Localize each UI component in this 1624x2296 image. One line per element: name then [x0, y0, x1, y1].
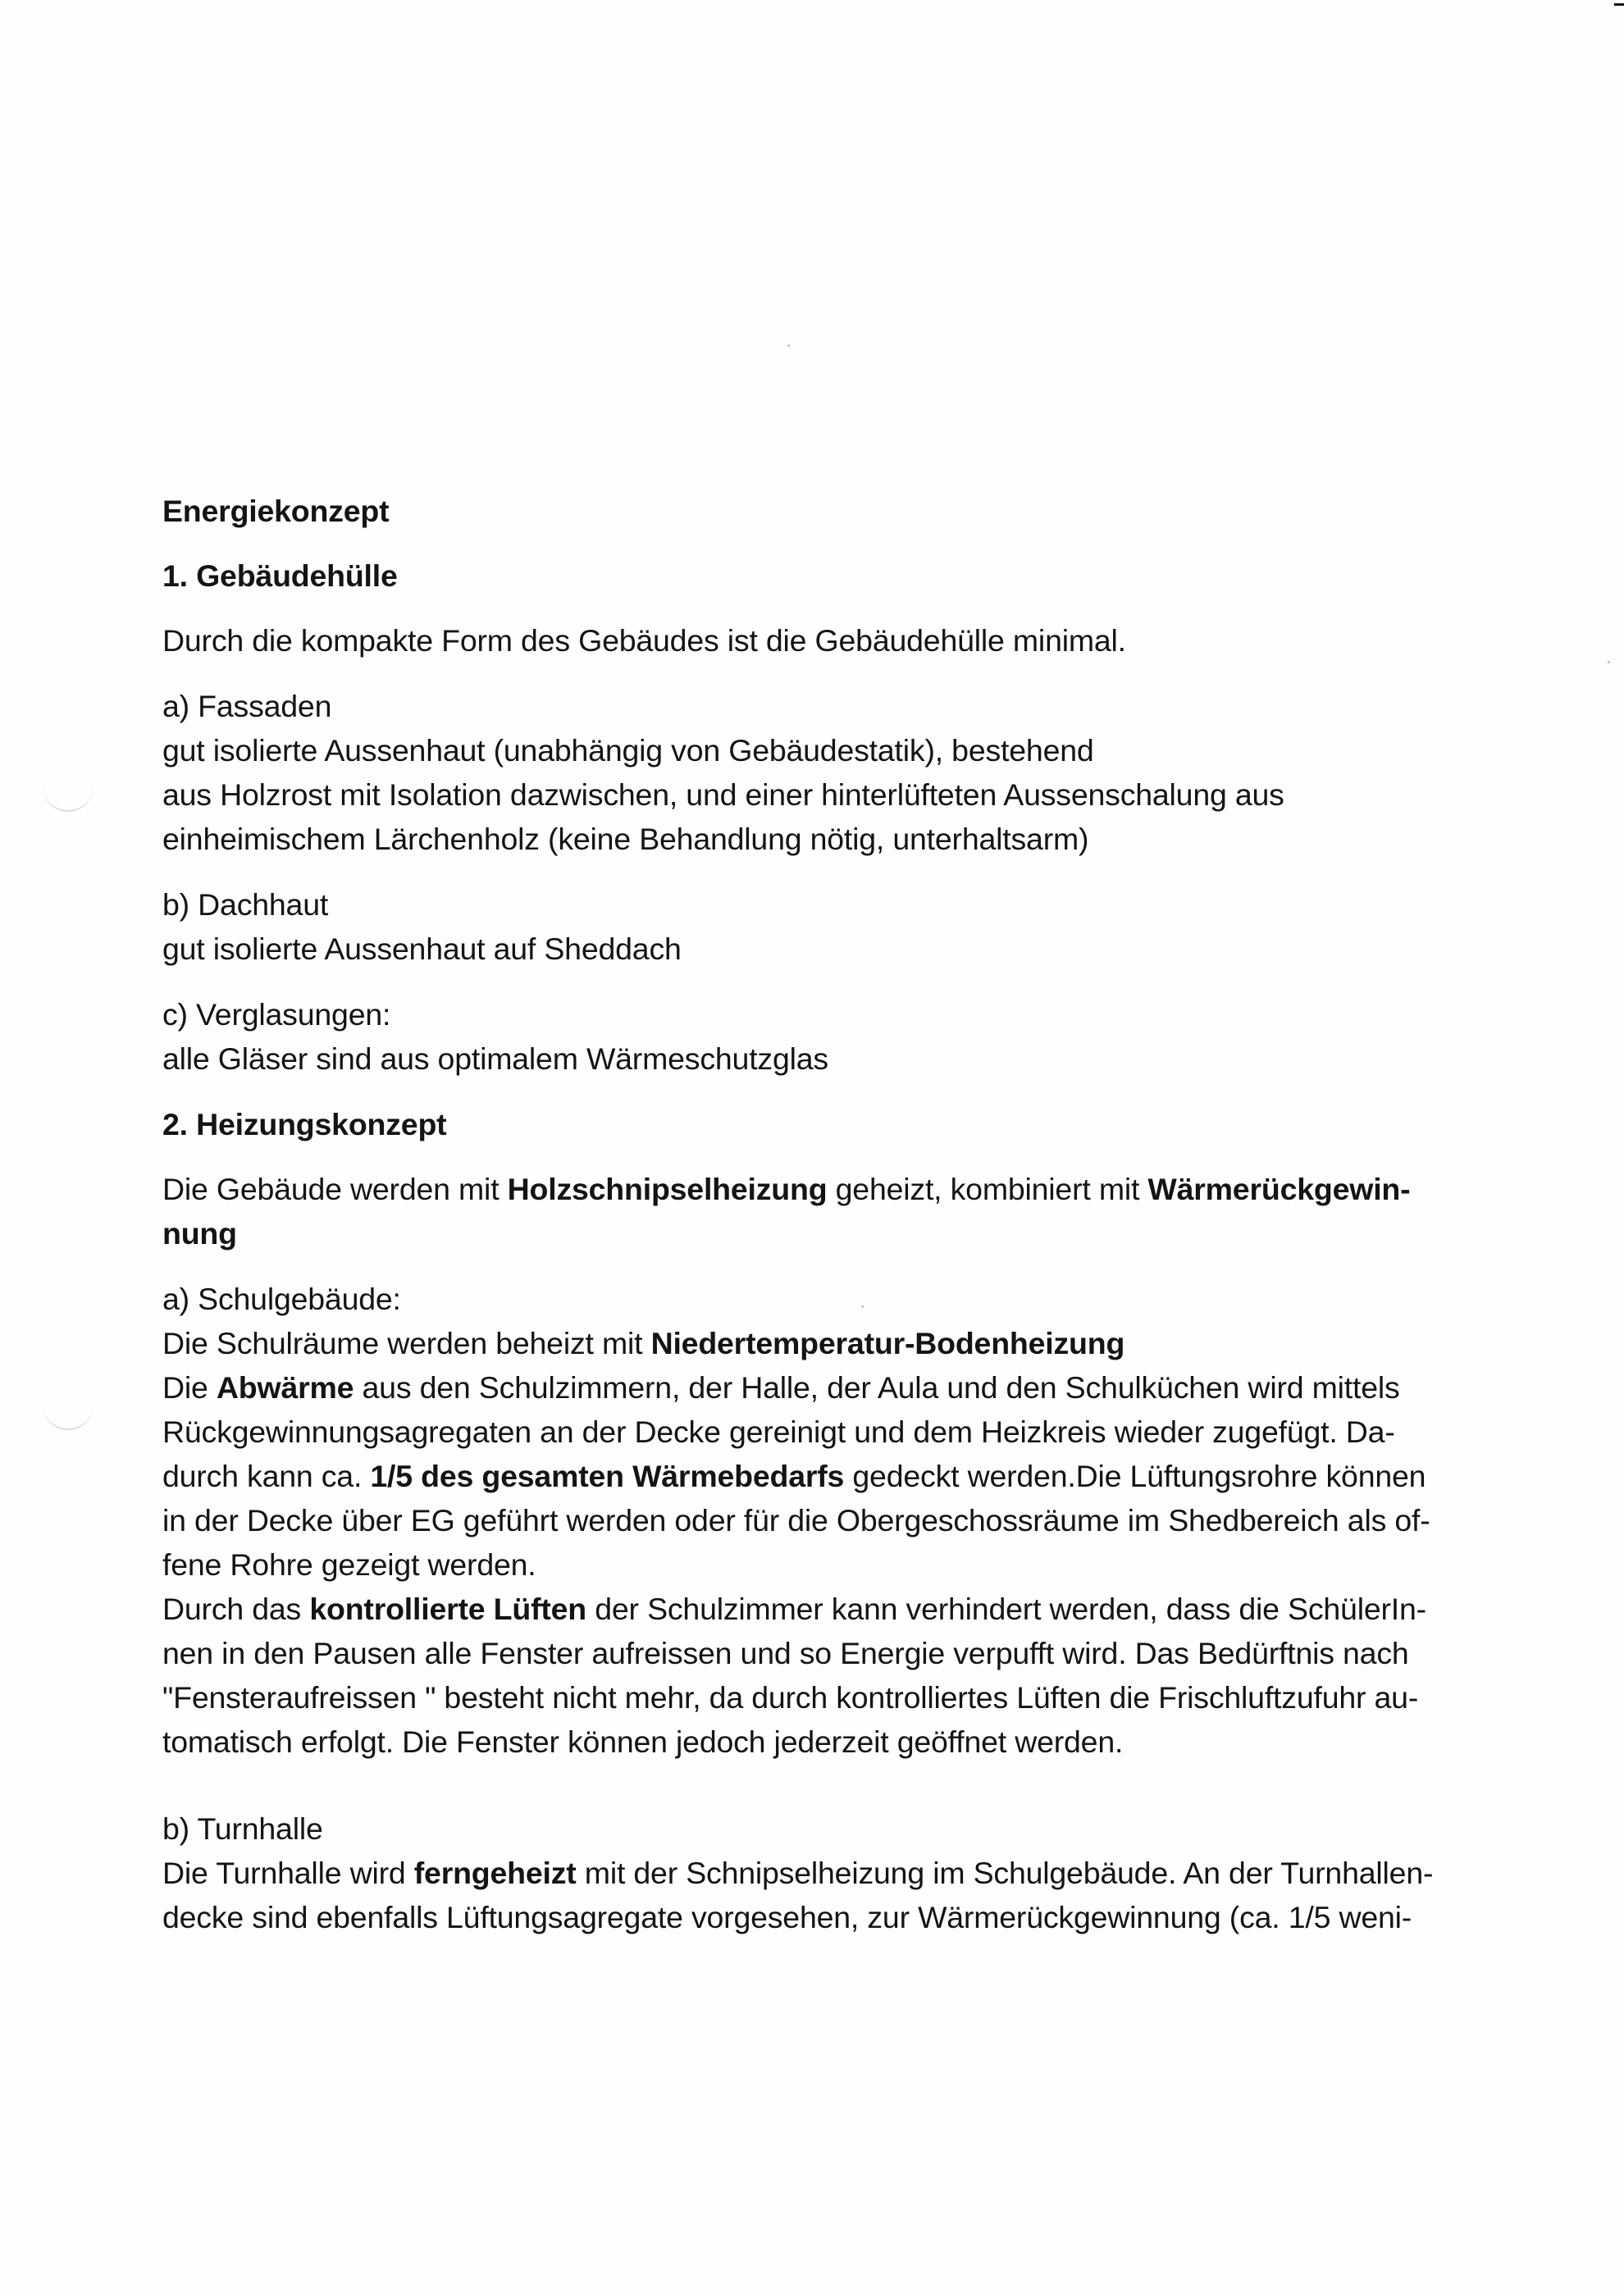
section-heading-gebaeudehuelle: 1. Gebäudehülle: [162, 558, 398, 593]
schulgebaeude-line-4: [162, 1454, 1524, 1498]
subsection-label-dachhaut: b) Dachhaut: [162, 887, 329, 922]
subsection-label-turnhalle: b) Turnhalle: [162, 1811, 323, 1846]
section2-intro-line-1: [162, 1167, 1524, 1211]
text-run: Die Turnhalle wird: [162, 1856, 414, 1890]
text-run: aus den Schulzimmern, der Halle, der Aula und den Schulküchen wird mittels: [354, 1370, 1400, 1405]
turnhalle-line-1: [162, 1851, 1524, 1895]
bold-term: Holzschnipselheizung: [507, 1172, 828, 1206]
verglasungen-line: alle Gläser sind aus optimalem Wärmeschutzglas: [162, 1041, 828, 1076]
schulgebaeude-line-10: tomatisch erfolgt. Die Fenster können jedoch jederzeit geöffnet werden.: [162, 1724, 1124, 1759]
dachhaut-line: gut isolierte Aussenhaut auf Sheddach: [162, 932, 682, 966]
schulgebaeude-line-9: "Fensteraufreissen " besteht nicht mehr, da durch kontrolliertes Lüften die Frischluftzufuhr au-: [162, 1680, 1419, 1715]
bold-term: 1/5 des gesamten Wärmebedarfs: [370, 1459, 845, 1493]
subsection-label-verglasungen: c) Verglasungen:: [162, 997, 391, 1032]
scan-speck: [787, 344, 790, 347]
text-run: Durch das: [162, 1592, 310, 1626]
text-run: Die Gebäude werden mit: [162, 1172, 508, 1206]
fassaden-line-3: einheimischem Lärchenholz (keine Behandlung nötig, unterhaltsarm): [162, 822, 1089, 856]
fassaden-line-1: gut isolierte Aussenhaut (unabhängig von Gebäudestatik), bestehend: [162, 733, 1094, 768]
schulgebaeude-line-8: nen in den Pausen alle Fenster aufreissen und so Energie verpufft wird. Das Bedürftnis nach: [162, 1636, 1409, 1670]
text-run: mit der Schnipselheizung im Schulgebäude. An der Turnhallen-: [576, 1856, 1434, 1890]
section1-intro: Durch die kompakte Form des Gebäudes ist die Gebäudehülle minimal.: [162, 623, 1126, 658]
schulgebaeude-line-2: [162, 1365, 1524, 1410]
bold-term: nung: [162, 1216, 237, 1250]
scan-corner-mark: [1614, 3, 1624, 6]
fassaden-line-2: aus Holzrost mit Isolation dazwischen, und einer hinterlüfteten Aussenschalung aus: [162, 777, 1284, 812]
text-run: gedeckt werden.Die Lüftungsrohre können: [844, 1459, 1426, 1493]
bold-term: Wärmerückgewin-: [1147, 1172, 1411, 1206]
text-run: Die: [162, 1370, 217, 1405]
subsection-label-schulgebaeude: a) Schulgebäude:: [162, 1282, 401, 1316]
bold-term: kontrollierte Lüften: [309, 1592, 587, 1626]
document-title: Energiekonzept: [162, 494, 390, 528]
document-body: [162, 489, 1524, 1939]
text-run: geheizt, kombiniert mit: [827, 1172, 1148, 1206]
section-heading-heizungskonzept: 2. Heizungskonzept: [162, 1107, 447, 1141]
text-run: Die Schulräume werden beheizt mit: [162, 1326, 651, 1360]
schulgebaeude-line-5: in der Decke über EG geführt werden oder für die Obergeschossräume im Shedbereich als of-: [162, 1503, 1430, 1538]
scan-speck: [1608, 661, 1610, 663]
schulgebaeude-line-3: Rückgewinnungsagregaten an der Decke gereinigt und dem Heizkreis wieder zugefügt. Da-: [162, 1414, 1395, 1449]
text-run: durch kann ca.: [162, 1459, 371, 1493]
schulgebaeude-line-1: [162, 1321, 1524, 1365]
punch-hole-mark-upper: [43, 777, 94, 812]
bold-term: Abwärme: [216, 1370, 354, 1405]
bold-term: ferngeheizt: [413, 1856, 577, 1890]
subsection-label-fassaden: a) Fassaden: [162, 689, 332, 723]
punch-hole-mark-lower: [43, 1396, 94, 1430]
schulgebaeude-line-6: fene Rohre gezeigt werden.: [162, 1547, 536, 1582]
turnhalle-line-2: decke sind ebenfalls Lüftungsagregate vorgesehen, zur Wärmerückgewinnung (ca. 1/5 weni-: [162, 1900, 1412, 1934]
schulgebaeude-line-7: [162, 1587, 1524, 1631]
bold-term: Niedertemperatur-Bodenheizung: [650, 1326, 1125, 1360]
text-run: der Schulzimmer kann verhindert werden, dass die SchülerIn-: [586, 1592, 1426, 1626]
section2-intro-line-2: [162, 1211, 1524, 1255]
